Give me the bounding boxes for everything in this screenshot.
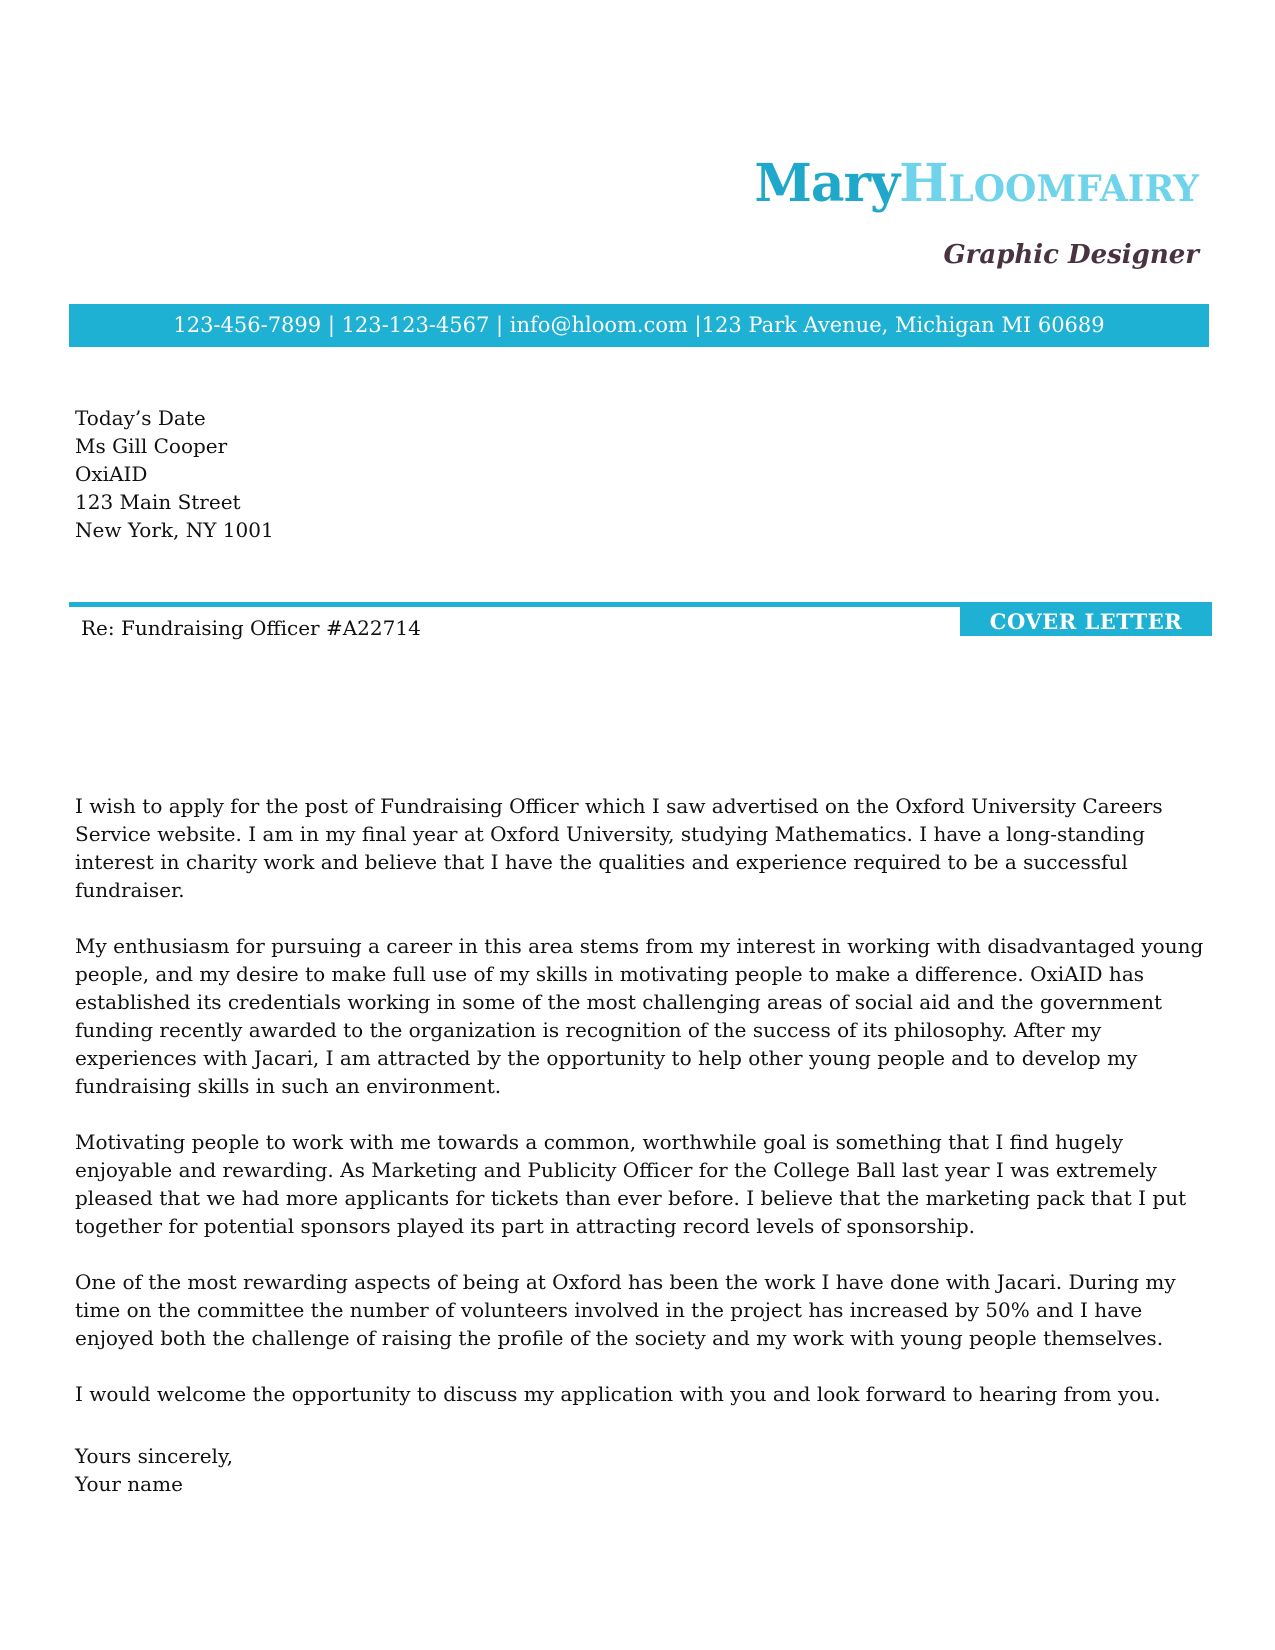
applicant-first-name: Mary <box>754 153 900 214</box>
applicant-name <box>754 153 1199 214</box>
applicant-last-name: Hloomfairy <box>899 153 1199 214</box>
signature-name: Your name <box>75 1472 183 1496</box>
recipient-street: 123 Main Street <box>75 490 241 514</box>
letter-body <box>75 792 1215 1436</box>
body-paragraph: One of the most rewarding aspects of being at Oxford has been the work I have done with Jacari. During my time on the committee the number of volunteers involved in the project has increased by 50% and I have enjoyed both the challenge of raising the profile of the society and my work with young people themselves. <box>75 1270 1176 1350</box>
job-title: Graphic Designer <box>943 240 1199 270</box>
body-paragraph: I would welcome the opportunity to discuss my application with you and look forward to hearing from you. <box>75 1382 1161 1406</box>
closing-block <box>75 1442 233 1498</box>
cover-letter-tab: COVER LETTER <box>960 602 1212 636</box>
recipient-block <box>75 404 274 544</box>
recipient-city: New York, NY 1001 <box>75 518 274 542</box>
contact-bar: 123-456-7899 | 123-123-4567 | info@hloom.com |123 Park Avenue, Michigan MI 60689 <box>69 304 1209 347</box>
body-paragraph: My enthusiasm for pursuing a career in this area stems from my interest in working with disadvantaged young people, and my desire to make full use of my skills in motivating people to make a difference. OxiAID has established its credentials working in some of the most challenging areas of social aid and the government funding recently awarded to the organization is recognition of the success of its philosophy. After my experiences with Jacari, I am attracted by the opportunity to help other young people and to develop my fundraising skills in such an environment. <box>75 934 1204 1098</box>
subject-line: Re: Fundraising Officer #A22714 <box>81 616 421 640</box>
recipient-company: OxiAID <box>75 462 148 486</box>
closing-salutation: Yours sincerely, <box>75 1444 233 1468</box>
body-paragraph: I wish to apply for the post of Fundraising Officer which I saw advertised on the Oxford University Careers Service website. I am in my final year at Oxford University, studying Mathematics. I have a long-standing interest in charity work and believe that I have the qualities and experience required to be a successful fundraiser. <box>75 794 1163 902</box>
letter-date: Today’s Date <box>75 406 206 430</box>
recipient-name: Ms Gill Cooper <box>75 434 228 458</box>
section-divider <box>69 602 964 607</box>
body-paragraph: Motivating people to work with me towards a common, worthwhile goal is something that I find hugely enjoyable and rewarding. As Marketing and Publicity Officer for the College Ball last year I was extremely pleased that we had more applicants for tickets than ever before. I believe that the marketing pack that I put together for potential sponsors played its part in attracting record levels of sponsorship. <box>75 1130 1187 1238</box>
